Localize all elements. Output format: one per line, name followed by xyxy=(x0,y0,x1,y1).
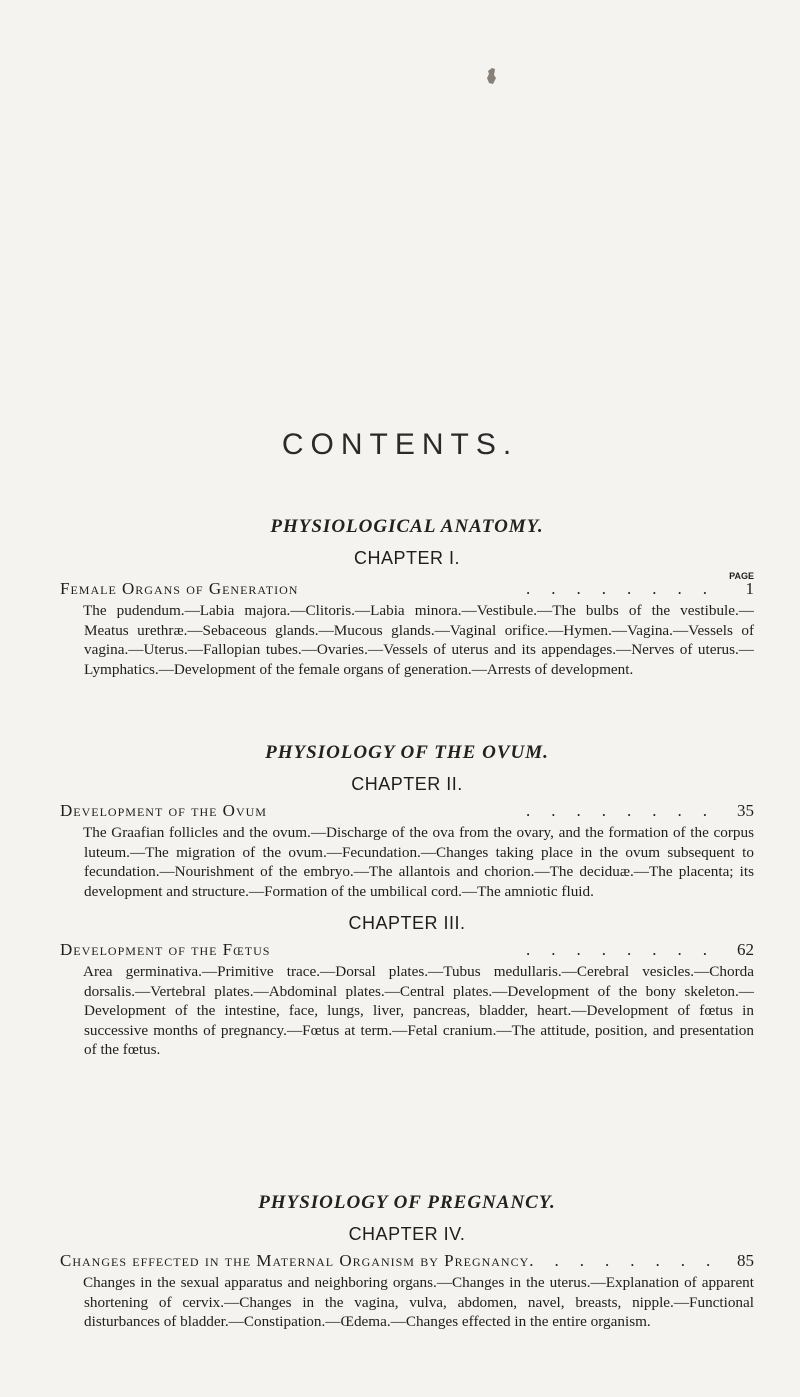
dot-leader: ........ xyxy=(529,1251,732,1270)
page-title: CONTENTS. xyxy=(281,428,519,461)
page-number: 35 xyxy=(737,801,754,820)
chapter-label: CHAPTER II. xyxy=(351,774,463,794)
chapter-summary: The pudendum.—Labia majora.—Clitoris.—Labia minora.—Vestibule.—The bulbs of the vestibule.—Meatus urethræ.—Sebaceous glands.—Mucous glands.—Vaginal orifice.—Hymen.—Vagina.—Vessels of vagina.—Uterus.—Fallopian tubes.—Ovaries.—Vessels of uterus and its appendages.—Nerves of uterus.—Lymphatics.—Development of the female organs of generation.—Arrests of development. xyxy=(83,602,754,678)
toc-entry[interactable] xyxy=(60,579,754,599)
part-title: PHYSIOLOGY OF PREGNANCY. xyxy=(258,1192,556,1213)
page-number: 85 xyxy=(737,1251,754,1270)
toc-entry[interactable] xyxy=(60,940,754,960)
toc-entry[interactable] xyxy=(60,801,754,821)
part-physiological-anatomy xyxy=(60,516,754,679)
chapter-label: CHAPTER I. xyxy=(353,548,460,568)
chapter-label: CHAPTER IV. xyxy=(348,1224,466,1244)
dot-leader: ........ xyxy=(526,579,728,598)
chapter-title: Changes effected in the Maternal Organism by Pregnancy xyxy=(60,1251,530,1270)
chapter-title: Female Organs of Generation xyxy=(60,579,299,598)
chapter-summary: The Graafian follicles and the ovum.—Discharge of the ova from the ovary, and the formation of the corpus luteum.—The migration of the ovum.—Fecundation.—Changes taking place in the ovum subsequent to fecundation.—Nourishment of the embryo.—The allantois and chorion.—The deciduæ.—The placenta; its development and structure.—Formation of the umbilical cord.—The amniotic fluid. xyxy=(83,824,754,900)
part-physiology-of-pregnancy xyxy=(60,1192,754,1332)
ink-blot-mark xyxy=(486,68,496,84)
chapter-title: Development of the Fœtus xyxy=(60,940,271,959)
part-title: PHYSIOLOGICAL ANATOMY. xyxy=(270,516,544,537)
page-number: 62 xyxy=(737,940,754,959)
part-title: PHYSIOLOGY OF THE OVUM. xyxy=(265,742,549,763)
page-number: 1 xyxy=(745,579,754,598)
chapter-title: Development of the Ovum xyxy=(60,801,267,820)
chapter-summary: Changes in the sexual apparatus and neighboring organs.—Changes in the uterus.—Explanation of apparent shortening of cervix.—Changes in the vagina, vulva, abdomen, navel, breasts, nipple.—Functional disturbances of bladder.—Constipation.—Œdema.—Changes effected in the entire organism. xyxy=(83,1274,754,1330)
dot-leader: ........ xyxy=(526,940,728,959)
dot-leader: ........ xyxy=(526,801,728,820)
toc-entry[interactable] xyxy=(60,1251,754,1271)
chapter-label: CHAPTER III. xyxy=(348,913,466,933)
chapter-summary: Area germinativa.—Primitive trace.—Dorsal plates.—Tubus medullaris.—Cerebral vesicles.—Chorda dorsalis.—Vertebral plates.—Abdominal plates.—Central plates.—Development of the bony skeleton.—Development of the intestine, face, lungs, liver, pancreas, bladder, heart.—Development of fœtus in successive months of pregnancy.—Fœtus at term.—Fetal cranium.—The attitude, position, and presentation of the fœtus. xyxy=(83,963,754,1058)
part-physiology-of-ovum xyxy=(60,742,754,1060)
page-column-label: PAGE xyxy=(729,571,754,581)
